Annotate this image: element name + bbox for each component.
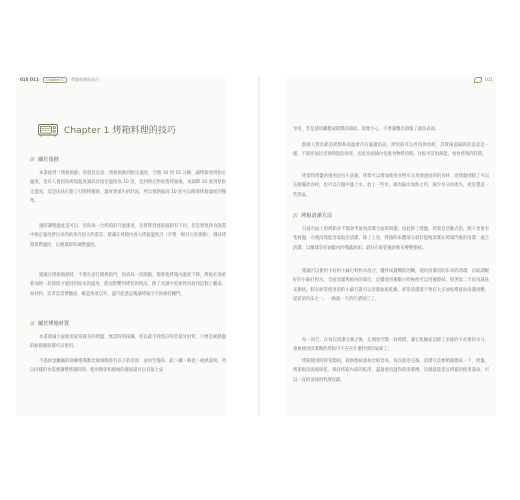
section-heading-cleaning bbox=[293, 212, 332, 219]
chapter-chip: Chapter 1 bbox=[43, 77, 67, 83]
chapter-heading bbox=[38, 122, 176, 136]
paragraph: 目前市面上的烤箱多半都會考量到清潔方面的問題，因此除了烤盤、烤架是活動式的，底下也會有集屑盤，方便清理能容易取出清潔，除了上述，烤箱的本體部分最好能後清潔在烤箱門後的清潔，適合清潔，以煉球等好滷燒內的殘蔬油垢，最好在晾乾後的軟布輕輕擦拭。 bbox=[293, 227, 489, 251]
section-heading-preheat bbox=[30, 156, 59, 163]
section-title: 關於烤箱材質 bbox=[38, 321, 70, 327]
book-gutter bbox=[258, 76, 260, 416]
paragraph: 建議可以使用卡好的小蘇打粉和水混合，攪拌成濃稠狀的糊，使用清潔用的布來的清潔，沾取調配好的小蘇打粉水，全面清潔烤箱內的部位，這樣使用後數小時候便可以用後擦拭，接著第二天再用濕抹布擦拭，假有經常使用的的小蘇打就可以清潔油垢乾燥，經常清潔就不會有太多油垢殘留而清潔困難，提前的作法之一，一路就一天的污漬而已了。 bbox=[293, 269, 489, 303]
section-title: 關於預熱 bbox=[38, 157, 59, 163]
chapter-title bbox=[64, 123, 176, 136]
section-heading-bakeware bbox=[30, 320, 69, 327]
paragraph: 每一回合，在每次清潔完畢之後，在開始空燒一段時間，讓它乾燥並消除了多餘的不必要的水分，重複使用清潔劑的烤箱可不存在什麼特別的氣味了。 bbox=[293, 338, 489, 353]
chapter-name: 烤箱料理的技巧 bbox=[112, 125, 177, 136]
running-head-right bbox=[474, 77, 493, 83]
section-marker: /// bbox=[30, 157, 35, 163]
section-marker: /// bbox=[293, 213, 298, 219]
paragraph: 烤箱使用時經常擦拭，趁熱擦拭油垢比較容易。每次使用完後，清潔只需要稍微擦拭一下，烤盤、烤架則清洗後晾乾，保持烤箱內部的乾淨，盡量使用溫和的清潔劑，這樣就能延長烤箱的使用壽命，可以一直給美味的料理貢獻。 bbox=[293, 359, 489, 383]
section-marker: /// bbox=[30, 321, 35, 327]
leaf-icon bbox=[474, 77, 482, 83]
running-head-left bbox=[20, 77, 99, 83]
paragraph: 不過因金屬鍋的熱傳導係數比玻璃陶瓷有以下的差別：由快至慢爲：鋁＞鐵＞陶瓷＞耐熱玻璃，所以同樣的食需要調整烤箱時間。使用陶瓷和玻璃的器皿還可以直接上桌 bbox=[30, 359, 226, 374]
page-number-right: 011 bbox=[485, 77, 493, 82]
chapter-label: Chapter 1 bbox=[64, 125, 110, 136]
paragraph: 本書建議大家使用家常就有的烤盤，無需特別採購，所以就不特別註明容量及材質，只要是耐熱盤的耐熱器皿都可以使用。 bbox=[30, 335, 226, 350]
paragraph: 假使人對於鋁箔紙類和高溫會否有疑慮的話，烤焙前可以善用烘焙紙。其實兩面隔熱的這意是一樣，不過亮面比反射熱能的效率，因此亮面朝內包裹食物烤焙時，比較可反射熱能，加快烤熟的時間。 bbox=[293, 143, 489, 158]
paragraph: 烤架和烤盤的運用也有小訣竅，烤架可以增加使用食物水分蒸發速度的的食材，而烤盤則除了可以直接擺放食材，也可以在盤中盛上水，放上一些水，做為隔水加熱之用，減少水分的流失，或是製造一些蒸氣。 bbox=[293, 174, 489, 198]
running-title: 烤箱料理的技巧 bbox=[71, 77, 100, 82]
section-title: 烤箱清潔方法 bbox=[301, 213, 333, 219]
paragraph: 享用，若是使用鐵製或鋁製的器皿，需要小心，不要讓餐具刮傷了器皿表面。 bbox=[293, 127, 440, 132]
toaster-oven-icon bbox=[38, 122, 58, 136]
page-number-left: 010 O11 bbox=[20, 77, 39, 82]
paragraph: 建議在烤箱預熱時，不要在意打開烤箱門，因爲每一次開啟，都會使烤箱內溫度下降，烤箱必須重新加熱一段時間才能回到原本的溫度，進而影響到烤焙的情況，除了食譜中需要烤再放到這個上翻桌，加材料，這者是需要翻面，確認熟度以外，盡可能過這後讓烤箱空空的維持關門。 bbox=[30, 273, 226, 297]
paragraph: 本書提到「烤箱預熱」的意思是指，烤箱預熱到指定溫度，空燒 10 到 15 分鐘，讓烤箱達到指定溫度。也有人會因爲烤箱溫度調高比指定溫度高 10 度，直到烤完物放進烤箱後，再調降 10 度到原指定溫度，這是因爲打開了打開烤箱時，溫度會流失的狀況，所以預熱偏高 10 度可以確保烤箱溫度的穩準。 bbox=[30, 171, 226, 205]
paragraph: 適時調整溫度是可以，因爲每一台烤箱的升溫速度、及實際到達的溫箱有不同，若是發現與食譜書中指定溫度烤出來的結果有很大的落差，建議在烤箱內放入烤箱溫度計（市售一個百元有找喔），測試烤箱實際溫度，以便適時的調整溫度。 bbox=[30, 224, 226, 248]
